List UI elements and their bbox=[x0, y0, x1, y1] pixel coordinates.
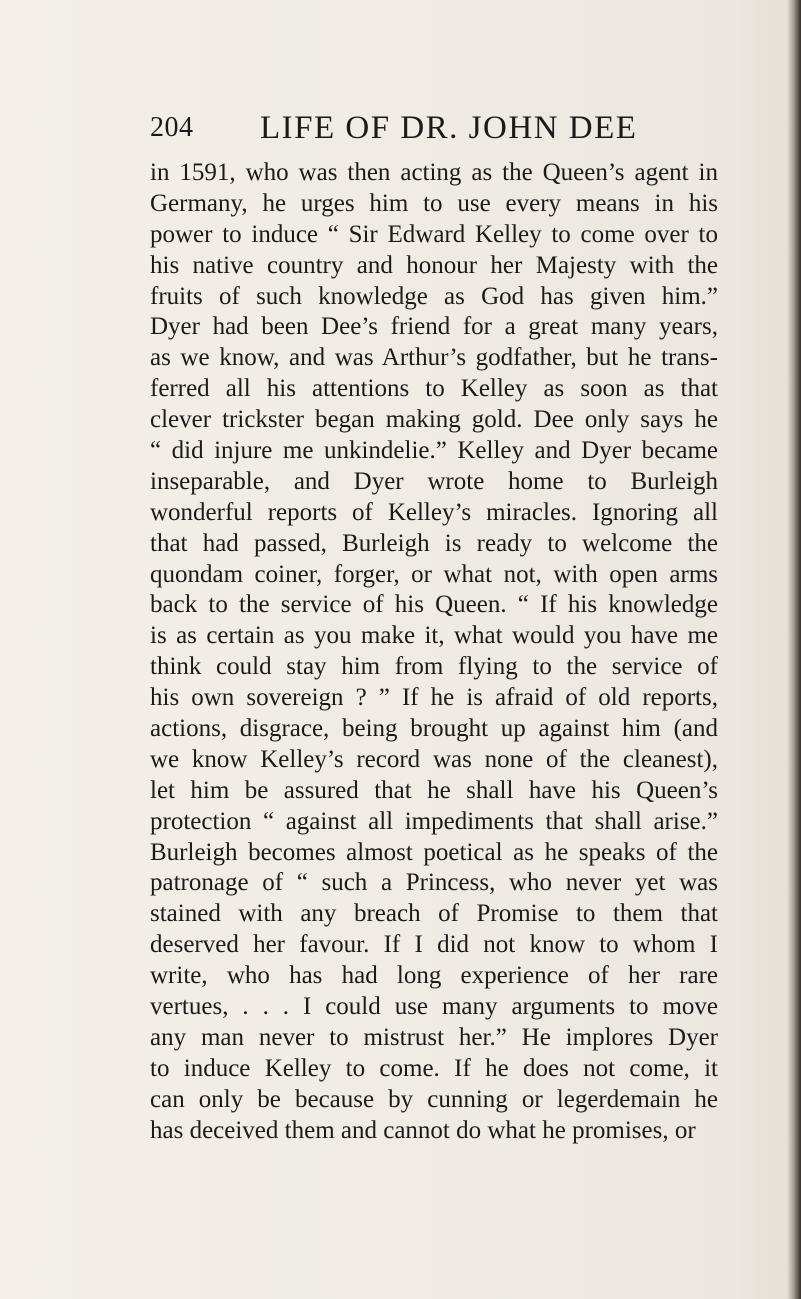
page-edge-shadow bbox=[787, 0, 801, 1299]
text-line: think could stay him from flying to the service of bbox=[150, 653, 718, 681]
text-line: we know Kelley’s record was none of the cleanest), bbox=[150, 745, 718, 773]
text-line: stained with any breach of Promise to them that bbox=[150, 900, 718, 928]
text-line: quondam coiner, forger, or what not, with open arms bbox=[150, 560, 718, 588]
text-line: ferred all his attentions to Kelley as soon as that bbox=[150, 375, 718, 403]
text-line: “ did injure me unkindelie.” Kelley and Dyer became bbox=[150, 437, 718, 465]
running-head bbox=[150, 103, 710, 153]
text-line: let him be assured that he shall have his Queen’s bbox=[150, 776, 718, 804]
text-line: protection “ against all impediments that shall arise.” bbox=[150, 807, 718, 835]
text-line: vertues, . . . I could use many arguments to move bbox=[150, 993, 718, 1021]
text-line: actions, disgrace, being brought up against him (and bbox=[150, 715, 718, 743]
text-line: clever trickster began making gold. Dee only says he bbox=[150, 406, 718, 434]
text-line: deserved her favour. If I did not know to whom I bbox=[150, 931, 718, 959]
text-line: fruits of such knowledge as God has given him.” bbox=[150, 282, 718, 310]
text-line: his own sovereign ? ” If he is afraid of old reports, bbox=[150, 684, 718, 712]
text-line: Dyer had been Dee’s friend for a great many years, bbox=[150, 313, 718, 341]
text-line: inseparable, and Dyer wrote home to Burleigh bbox=[150, 467, 718, 495]
text-line: can only be because by cunning or legerdemain he bbox=[150, 1085, 718, 1113]
text-line: any man never to mistrust her.” He implores Dyer bbox=[150, 1023, 718, 1051]
running-title: LIFE OF DR. JOHN DEE bbox=[260, 110, 638, 146]
text-line: to induce Kelley to come. If he does not come, it bbox=[150, 1054, 718, 1082]
text-line: wonderful reports of Kelley’s miracles. Ignoring all bbox=[150, 498, 718, 526]
text-line: his native country and honour her Majesty with the bbox=[150, 251, 718, 279]
text-line: power to induce “ Sir Edward Kelley to come over to bbox=[150, 220, 718, 248]
body-paragraph bbox=[150, 158, 718, 1147]
text-line: patronage of “ such a Princess, who never yet was bbox=[150, 869, 718, 897]
text-line: is as certain as you make it, what would you have me bbox=[150, 622, 718, 650]
text-line: as we know, and was Arthur’s godfather, but he trans- bbox=[150, 344, 718, 372]
text-line: in 1591, who was then acting as the Queen’s agent in bbox=[150, 159, 718, 186]
text-line: Germany, he urges him to use every means in his bbox=[150, 189, 718, 217]
text-line: back to the service of his Queen. “ If his knowledge bbox=[150, 591, 718, 619]
page-number: 204 bbox=[150, 112, 194, 143]
text-line: Burleigh becomes almost poetical as he speaks of the bbox=[150, 838, 718, 866]
text-line: write, who has had long experience of her rare bbox=[150, 962, 718, 990]
text-line: that had passed, Burleigh is ready to welcome the bbox=[150, 529, 718, 557]
text-line: has deceived them and cannot do what he promises, or bbox=[150, 1116, 696, 1144]
